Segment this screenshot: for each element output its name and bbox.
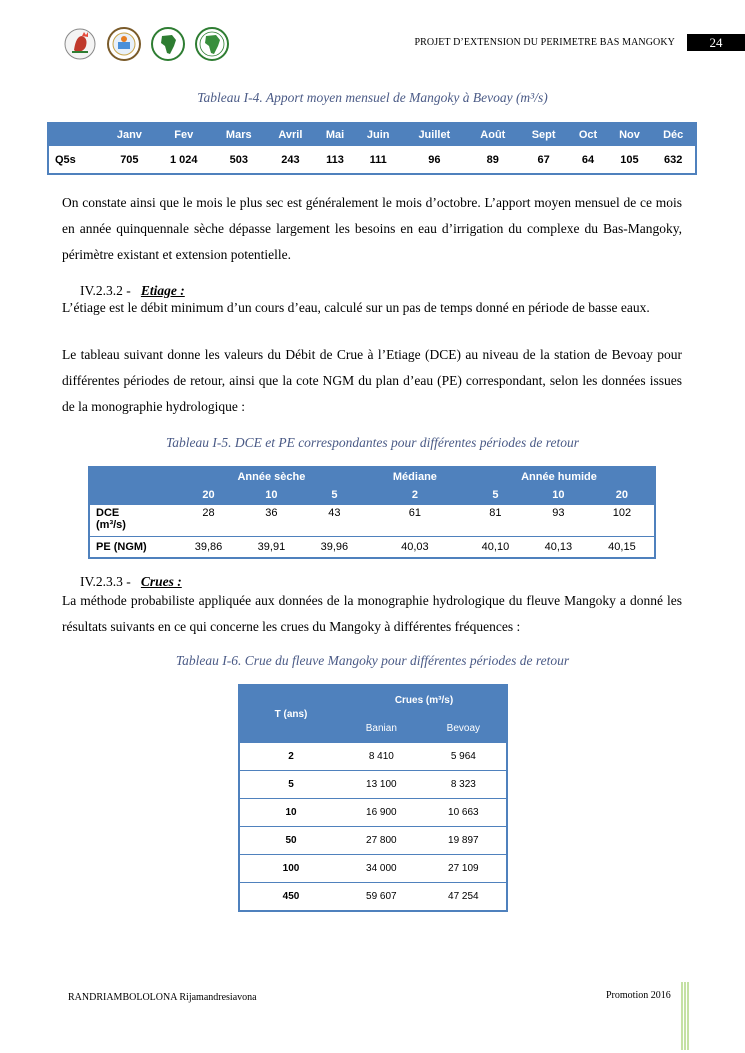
- table5-pe-cell: 40,10: [464, 537, 527, 559]
- table4-cell: 705: [120, 153, 139, 166]
- table4-cell: 1 024: [170, 153, 198, 166]
- paragraph-1: On constate ainsi que le mois le plus sec est généralement le mois d’octobre. L’apport moyen mensuel de ce mois en année quinquennale sèche dépasse largement les besoins en eau d’irrigation du complexe du Bas-Mangoky, périmètre existant et extension potentielle.: [62, 195, 682, 262]
- afdb-logo-icon: [150, 24, 186, 64]
- header-logos: [62, 24, 230, 64]
- group-annee-humide: Année humide: [464, 467, 655, 486]
- table5: [88, 466, 656, 559]
- table5-group-row: [89, 467, 655, 486]
- table4-header-cell: Juillet: [402, 123, 467, 146]
- table5-period-cell: 10: [527, 486, 590, 505]
- table6-cell: 8 323: [421, 771, 507, 799]
- table4: [47, 122, 697, 175]
- table4-cell: 96: [428, 153, 441, 166]
- table4-header-cell: Mai: [315, 123, 354, 146]
- table4-cell: 113: [326, 153, 344, 166]
- table5-dce-cell: 93: [527, 505, 590, 537]
- table6-cell: 34 000: [342, 855, 421, 883]
- table5-pe-cell: 40,13: [527, 537, 590, 559]
- table-row: [239, 855, 507, 883]
- table6-cell: 10 663: [421, 799, 507, 827]
- table5-period-row: [89, 486, 655, 505]
- table5-pe-cell: 39,96: [303, 537, 366, 559]
- table4-cell: 105: [620, 153, 639, 166]
- table6-cell: 450: [239, 883, 342, 912]
- header-project-title: PROJET D’EXTENSION DU PERIMETRE BAS MANGOKY: [414, 37, 675, 48]
- table-row: [239, 883, 507, 912]
- table5-dce-cell: 81: [464, 505, 527, 537]
- table6-cell: 27 800: [342, 827, 421, 855]
- table4-cell: 243: [281, 153, 300, 166]
- table4-header-row: [48, 123, 696, 146]
- table4-cell: 89: [486, 153, 499, 166]
- table5-caption: Tableau I-5. DCE et PE correspondantes pour différentes périodes de retour: [165, 435, 580, 450]
- table5-period-cell: 10: [240, 486, 303, 505]
- table6-cell: 50: [239, 827, 342, 855]
- table-row: [239, 827, 507, 855]
- col-bevoay: Bevoay: [421, 714, 507, 743]
- paragraph-2: L’étiage est le débit minimum d’un cours d’eau, calculé sur un pas de temps donné en période de basse eaux.: [62, 300, 650, 315]
- table6-cell: 19 897: [421, 827, 507, 855]
- table4-header-cell: [48, 123, 103, 146]
- group-annee-seche: Année sèche: [177, 467, 366, 486]
- table4-header-cell: Fev: [155, 123, 212, 146]
- table5-period-cell: 5: [303, 486, 366, 505]
- table6-cell: 16 900: [342, 799, 421, 827]
- table5-corner-cell: [89, 486, 177, 505]
- table6-cell: 8 410: [342, 743, 421, 771]
- table4-header-cell: Nov: [608, 123, 652, 146]
- table6-cell: 10: [239, 799, 342, 827]
- col-t-ans: T (ans): [239, 685, 342, 743]
- table4-header-cell: Déc: [651, 123, 696, 146]
- table4-cell: 67: [537, 153, 550, 166]
- table4-cell: 64: [581, 153, 595, 166]
- table-row: [239, 743, 507, 771]
- table4-header-cell: Mars: [212, 123, 265, 146]
- group-mediane: Médiane: [366, 467, 464, 486]
- section-title: Crues :: [140, 574, 182, 589]
- table-row: [239, 799, 507, 827]
- ministry-logo-icon: [106, 24, 142, 64]
- table4-cell: 111: [369, 153, 387, 166]
- table6-cell: 27 109: [421, 855, 507, 883]
- table5-dce-cell: 102: [590, 505, 655, 537]
- table5-pe-cell: 40,15: [590, 537, 655, 559]
- table5-period-cell: 2: [366, 486, 464, 505]
- table4-cell: 503: [229, 153, 248, 166]
- table5-dce-cell: 43: [303, 505, 366, 537]
- table-row: [48, 146, 696, 174]
- table4-header-cell: Avril: [265, 123, 315, 146]
- table5-dce-row: [89, 505, 655, 537]
- table5-dce-cell: 36: [240, 505, 303, 537]
- table4-header-cell: Janv: [103, 123, 155, 146]
- table5-pe-row: [89, 537, 655, 559]
- section-etiage-heading: [80, 283, 185, 299]
- table6-cell: 5: [239, 771, 342, 799]
- footer-author: RANDRIAMBOLOLONA Rijamandresiavona: [68, 992, 257, 1003]
- table4-cell: 632: [663, 153, 683, 166]
- paragraph-4: La méthode probabiliste appliquée aux données de la monographie hydrologique du fleuve Mangoky a donné les résultats suivants en ce qui concerne les crues du Mangoky à différentes fréquences :: [62, 593, 682, 634]
- table4-caption: Tableau I-4. Apport moyen mensuel de Mangoky à Bevoay (m³/s): [197, 90, 548, 105]
- table4-header-cell: Août: [467, 123, 519, 146]
- col-banian: Banian: [342, 714, 421, 743]
- dce-label-line1: DCE: [96, 507, 120, 519]
- table5-period-cell: 20: [590, 486, 655, 505]
- table5-pe-cell: 39,86: [177, 537, 240, 559]
- table6-header-row: [239, 685, 507, 714]
- table-row: [239, 771, 507, 799]
- table5-pe-cell: 40,03: [366, 537, 464, 559]
- section-number: IV.2.3.3 -: [80, 574, 131, 589]
- table6-cell: 2: [239, 743, 342, 771]
- table6-cell: 5 964: [421, 743, 507, 771]
- table5-dce-label: [89, 505, 177, 537]
- afdb-fund-logo-icon: [194, 24, 230, 64]
- table6-caption: Tableau I-6. Crue du fleuve Mangoky pour différentes périodes de retour: [175, 653, 570, 668]
- table4-header-cell: Juin: [355, 123, 402, 146]
- dce-label-line2: (m³/s): [96, 519, 126, 531]
- table5-dce-cell: 61: [366, 505, 464, 537]
- table6-cell: 13 100: [342, 771, 421, 799]
- table4-header-cell: Oct: [568, 123, 607, 146]
- section-title: Etiage :: [140, 283, 185, 298]
- section-number: IV.2.3.2 -: [80, 283, 131, 298]
- footer-promotion: Promotion 2016: [606, 990, 671, 1001]
- footer-decorative-lines: [680, 982, 692, 1050]
- table6-cell: 59 607: [342, 883, 421, 912]
- table6-cell: 47 254: [421, 883, 507, 912]
- table6: [238, 684, 508, 912]
- table5-dce-cell: 28: [177, 505, 240, 537]
- paragraph-3: Le tableau suivant donne les valeurs du Débit de Crue à l’Etiage (DCE) au niveau de la station de Bevoay pour différentes périodes de retour, ainsi que la cote NGM du plan d’eau (PE) correspondant, selon les données issues de la monographie hydrologique :: [62, 347, 682, 414]
- table6-cell: 100: [239, 855, 342, 883]
- table5-pe-cell: 39,91: [240, 537, 303, 559]
- table4-header-cell: Sept: [519, 123, 569, 146]
- rooster-logo-icon: [62, 24, 98, 64]
- page-number: 24: [687, 34, 745, 51]
- table4-cell: Q5s: [55, 153, 76, 166]
- col-crues: Crues (m³/s): [342, 685, 507, 714]
- table5-period-cell: 5: [464, 486, 527, 505]
- table5-period-cell: 20: [177, 486, 240, 505]
- table5-pe-label: PE (NGM): [89, 537, 177, 559]
